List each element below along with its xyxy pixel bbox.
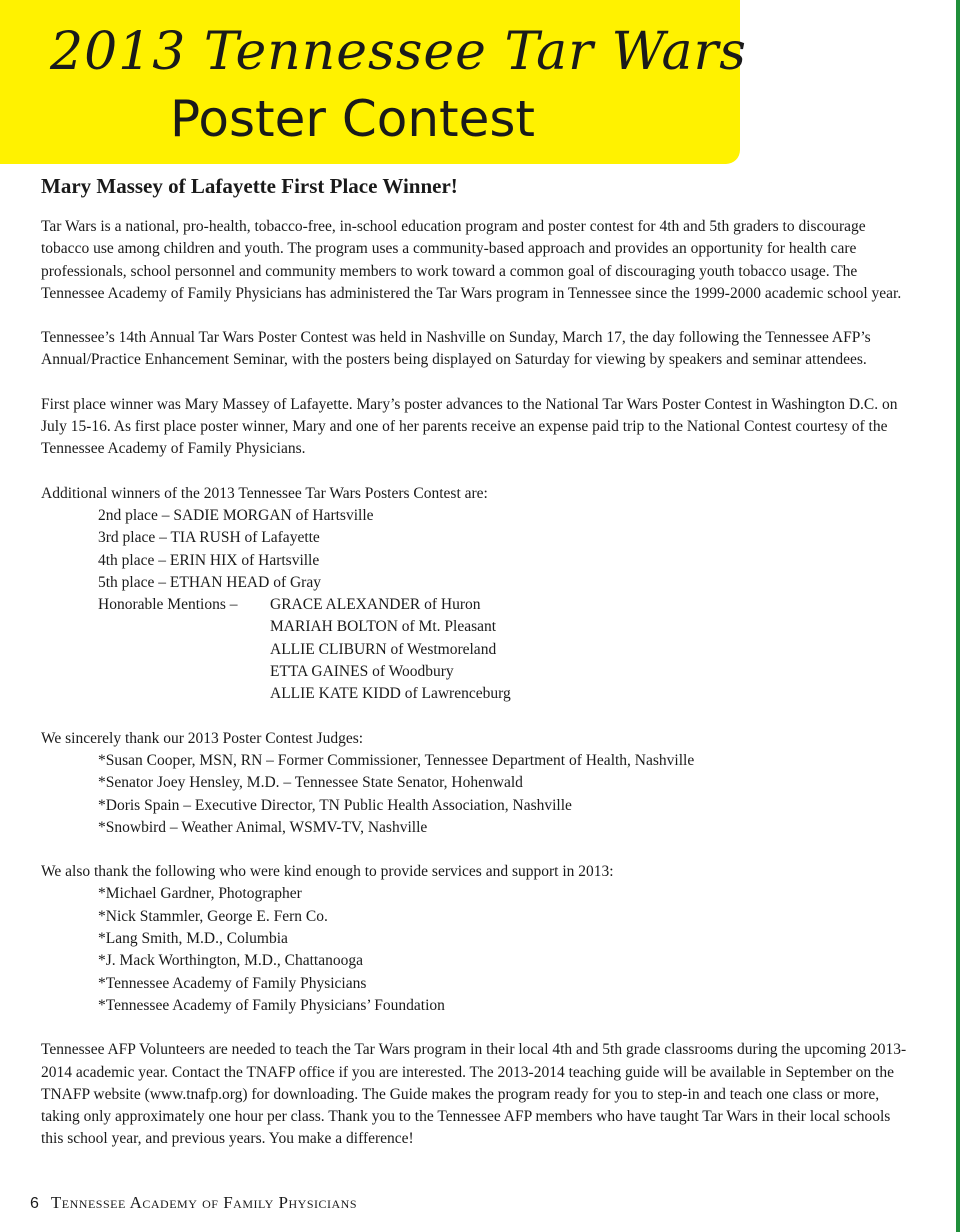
list-item: *Senator Joey Hensley, M.D. – Tennessee State Senator, Hohenwald: [98, 774, 523, 792]
paragraph-first-place: First place winner was Mary Massey of Lafayette. Mary’s poster advances to the National Tar Wars Poster Contest in Washington D.C. on July 15-16. As first place poster winner, Mary and one of her parents receive an expense paid trip to the National Contest courtesy of the Tennessee Academy of Family Physicians.: [41, 395, 898, 458]
list-item: 2nd place – SADIE MORGAN of Hartsville: [98, 506, 374, 524]
judges-intro: We sincerely thank our 2013 Poster Contest Judges:: [41, 729, 364, 747]
list-item: *Michael Gardner, Photographer: [98, 885, 302, 903]
banner-title-script: 2013 Tennessee Tar Wars: [50, 22, 747, 82]
list-item: *Nick Stammler, George E. Fern Co.: [98, 907, 328, 925]
judges-list: [41, 750, 911, 839]
list-item: *Tennessee Academy of Family Physicians’ Foundation: [98, 996, 445, 1014]
list-item: *Tennessee Academy of Family Physicians: [98, 974, 367, 992]
support-intro: We also thank the following who were kind enough to provide services and support in 2013:: [41, 863, 614, 881]
list-item: ETTA GAINES of Woodbury: [270, 663, 454, 681]
list-item: ALLIE KATE KIDD of Lawrenceburg: [270, 685, 511, 703]
list-item: MARIAH BOLTON of Mt. Pleasant: [270, 618, 497, 636]
winners-intro: Additional winners of the 2013 Tennessee Tar Wars Posters Contest are:: [41, 484, 488, 502]
honorable-mentions: [41, 594, 911, 705]
list-item: *Susan Cooper, MSN, RN – Former Commissioner, Tennessee Department of Health, Nashville: [98, 751, 695, 769]
footer-org-name: Tennessee Academy of Family Physicians: [50, 1193, 358, 1212]
list-item: GRACE ALEXANDER of Huron: [270, 596, 481, 614]
list-item: 3rd place – TIA RUSH of Lafayette: [98, 529, 320, 547]
paragraph-contest: Tennessee’s 14th Annual Tar Wars Poster Contest was held in Nashville on Sunday, March 17, the day following the Tennessee AFP’s Annual/Practice Enhancement Seminar, with the posters being displayed on Saturday for viewing by speakers and seminar attendees.: [41, 329, 871, 369]
page-footer: [30, 1193, 357, 1213]
page-number: 6: [30, 1195, 39, 1212]
honorable-mentions-label: Honorable Mentions –: [98, 596, 238, 614]
list-item: 4th place – ERIN HIX of Hartsville: [98, 551, 320, 569]
paragraph-intro: Tar Wars is a national, pro-health, tobacco-free, in-school education program and poster contest for 4th and 5th graders to discourage tobacco use among children and youth. The program uses a community-based approach and provides an opportunity for health care professionals, school personnel and community members to work toward a common goal of discouraging youth tobacco usage. The Tennessee Academy of Family Physicians has administered the Tar Wars program in Tennessee since the 1999-2000 academic school year.: [41, 218, 902, 302]
title-banner: [0, 0, 747, 164]
paragraph-closing: Tennessee AFP Volunteers are needed to teach the Tar Wars program in their local 4th and 5th grade classrooms during the upcoming 2013-2014 academic year. Contact the TNAFP office if you are interested. The 2013-2014 teaching guide will be available in September on the TNAFP website (www.tnafp.org) for downloading. The Guide makes the program ready for you to step-in and teach one class or more, taking only approximately one hour per class. Thank you to the Tennessee AFP members who have taught Tar Wars in their local schools this school year, and previous years. You make a difference!: [41, 1041, 907, 1148]
honorable-mentions-list: [270, 594, 511, 705]
list-item: *Lang Smith, M.D., Columbia: [98, 930, 288, 948]
headline: Mary Massey of Lafayette First Place Winner!: [41, 174, 458, 198]
page-edge-rule: [956, 0, 960, 1232]
winners-list: [41, 505, 911, 594]
list-item: *J. Mack Worthington, M.D., Chattanooga: [98, 952, 363, 970]
list-item: ALLIE CLIBURN of Westmoreland: [270, 640, 497, 658]
list-item: 5th place – ETHAN HEAD of Gray: [98, 573, 321, 591]
list-item: *Doris Spain – Executive Director, TN Public Health Association, Nashville: [98, 796, 572, 814]
banner-title-main: Poster Contest: [170, 90, 536, 148]
article-body: [41, 172, 911, 1173]
support-list: [41, 883, 911, 1017]
list-item: *Snowbird – Weather Animal, WSMV-TV, Nashville: [98, 818, 428, 836]
